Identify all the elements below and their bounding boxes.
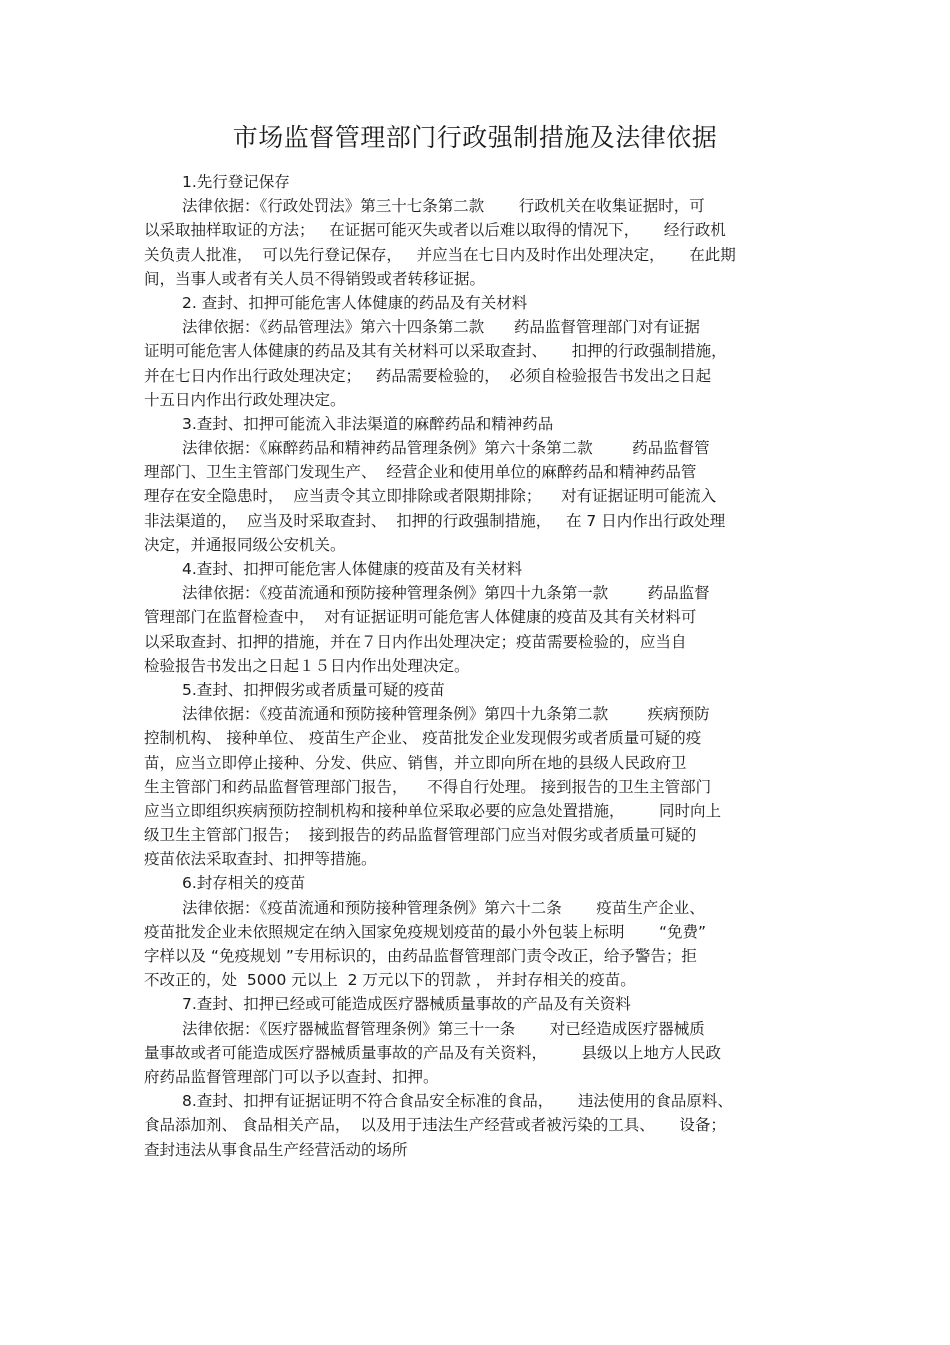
body-line: 疫苗批发企业未依照规定在纳入国家免疫规划疫苗的最小外包装上标明 “免费” bbox=[144, 922, 707, 941]
body-line: 间，当事人或者有关人员不得销毁或者转移证据。 bbox=[144, 269, 486, 288]
body-line: 法律依据：《麻醉药品和精神药品管理条例》第六十条第二款 药品监督管 bbox=[182, 439, 710, 458]
section-3 bbox=[144, 412, 808, 557]
body-line: 管理部门在监督检查中， 对有证据证明可能危害人体健康的疫苗及其有关材料可 bbox=[144, 608, 697, 627]
body-line: 检验报告书发出之日起１５日内作出处理决定。 bbox=[144, 656, 470, 675]
body-line: 生主管部门和药品监督管理部门报告， 不得自行处理。 接到报告的卫生主管部门 bbox=[144, 777, 712, 796]
body-line: 级卫生主管部门报告； 接到报告的药品监督管理部门应当对假劣或者质量可疑的 bbox=[144, 826, 697, 845]
section-8 bbox=[144, 1089, 808, 1162]
body-line: 关负责人批准， 可以先行登记保存， 并应当在七日内及时作出处理决定， 在此期 bbox=[144, 245, 736, 264]
body-line: 决定，并通报同级公安机关。 bbox=[144, 535, 346, 554]
page-title: 市场监督管理部门行政强制措施及法律依据 bbox=[232, 123, 718, 152]
section-heading: 7.查封、扣押已经或可能造成医疗器械质量事故的产品及有关资料 bbox=[182, 995, 631, 1014]
section-heading: 3.查封、扣押可能流入非法渠道的麻醉药品和精神药品 bbox=[182, 414, 554, 433]
body-line: 理存在安全隐患时， 应当责令其立即排除或者限期排除； 对有证据证明可能流入 bbox=[144, 487, 717, 506]
section-heading: 8.查封、扣押有证据证明不符合食品安全标准的食品， 违法使用的食品原料、 bbox=[182, 1092, 733, 1111]
section-6 bbox=[144, 871, 808, 992]
body-line: 应当立即组织疾病预防控制机构和接种单位采取必要的应急处置措施， 同时向上 bbox=[144, 801, 721, 820]
body-line: 苗，应当立即停止接种、分发、供应、销售，并立即向所在地的县级人民政府卫 bbox=[144, 753, 687, 772]
body-line: 证明可能危害人体健康的药品及其有关材料可以采取查封、 扣押的行政强制措施， bbox=[144, 342, 727, 361]
body-line: 法律依据：《行政处罚法》第三十七条第二款 行政机关在收集证据时，可 bbox=[182, 197, 705, 216]
body-line: 疫苗依法采取查封、扣押等措施。 bbox=[144, 850, 377, 869]
section-4 bbox=[144, 557, 808, 678]
document-body bbox=[144, 170, 808, 1162]
body-line: 法律依据：《医疗器械监督管理条例》第三十一条 对已经造成医疗器械质 bbox=[182, 1019, 705, 1038]
body-line: 以采取抽样取证的方法； 在证据可能灭失或者以后难以取得的情况下， 经行政机 bbox=[144, 221, 726, 240]
body-line: 以采取查封、扣押的措施，并在７日内作出处理决定；疫苗需要检验的，应当自 bbox=[144, 632, 687, 651]
body-line: 府药品监督管理部门可以予以查封、扣押。 bbox=[144, 1067, 439, 1086]
body-line: 控制机构、 接种单位、 疫苗生产企业、 疫苗批发企业发现假劣或者质量可疑的疫 bbox=[144, 729, 702, 748]
section-heading: 1.先行登记保存 bbox=[182, 173, 290, 191]
body-line: 非法渠道的， 应当及时采取查封、 扣押的行政强制措施， 在 7 日内作出行政处理 bbox=[144, 511, 726, 530]
body-line: 不改正的，处 5000 元以上 2 万元以下的罚款 ， 并封存相关的疫苗。 bbox=[144, 971, 636, 990]
body-line: 法律依据：《疫苗流通和预防接种管理条例》第六十二条 疫苗生产企业、 bbox=[182, 898, 705, 917]
body-line: 法律依据：《疫苗流通和预防接种管理条例》第四十九条第二款 疾病预防 bbox=[182, 705, 710, 724]
section-2 bbox=[144, 291, 808, 412]
body-line: 量事故或者可能造成医疗器械质量事故的产品及有关资料， 县级以上地方人民政 bbox=[144, 1043, 721, 1062]
section-7 bbox=[144, 992, 808, 1089]
body-line: 法律依据：《疫苗流通和预防接种管理条例》第四十九条第一款 药品监督 bbox=[182, 584, 710, 603]
body-line: 法律依据：《药品管理法》第六十四条第二款 药品监督管理部门对有证据 bbox=[182, 318, 700, 337]
section-5 bbox=[144, 678, 808, 872]
body-line: 食品添加剂、 食品相关产品， 以及用于违法生产经营或者被污染的工具、 设备； bbox=[144, 1116, 726, 1135]
body-line: 十五日内作出行政处理决定。 bbox=[144, 390, 346, 409]
section-heading: 2. 查封、扣押可能危害人体健康的药品及有关材料 bbox=[182, 293, 528, 312]
body-line: 字样以及 “免疫规划 ”专用标识的，由药品监督管理部门责令改正，给予警告；拒 bbox=[144, 947, 697, 965]
body-line: 理部门、卫生主管部门发现生产、 经营企业和使用单位的麻醉药品和精神药品管 bbox=[144, 463, 697, 482]
body-line: 并在七日内作出行政处理决定； 药品需要检验的， 必须自检验报告书发出之日起 bbox=[144, 366, 712, 385]
section-1 bbox=[144, 170, 808, 291]
section-heading: 4.查封、扣押可能危害人体健康的疫苗及有关材料 bbox=[182, 560, 523, 578]
body-line: 查封违法从事食品生产经营活动的场所 bbox=[144, 1140, 408, 1159]
section-heading: 5.查封、扣押假劣或者质量可疑的疫苗 bbox=[182, 680, 445, 699]
section-heading: 6.封存相关的疫苗 bbox=[182, 874, 306, 893]
